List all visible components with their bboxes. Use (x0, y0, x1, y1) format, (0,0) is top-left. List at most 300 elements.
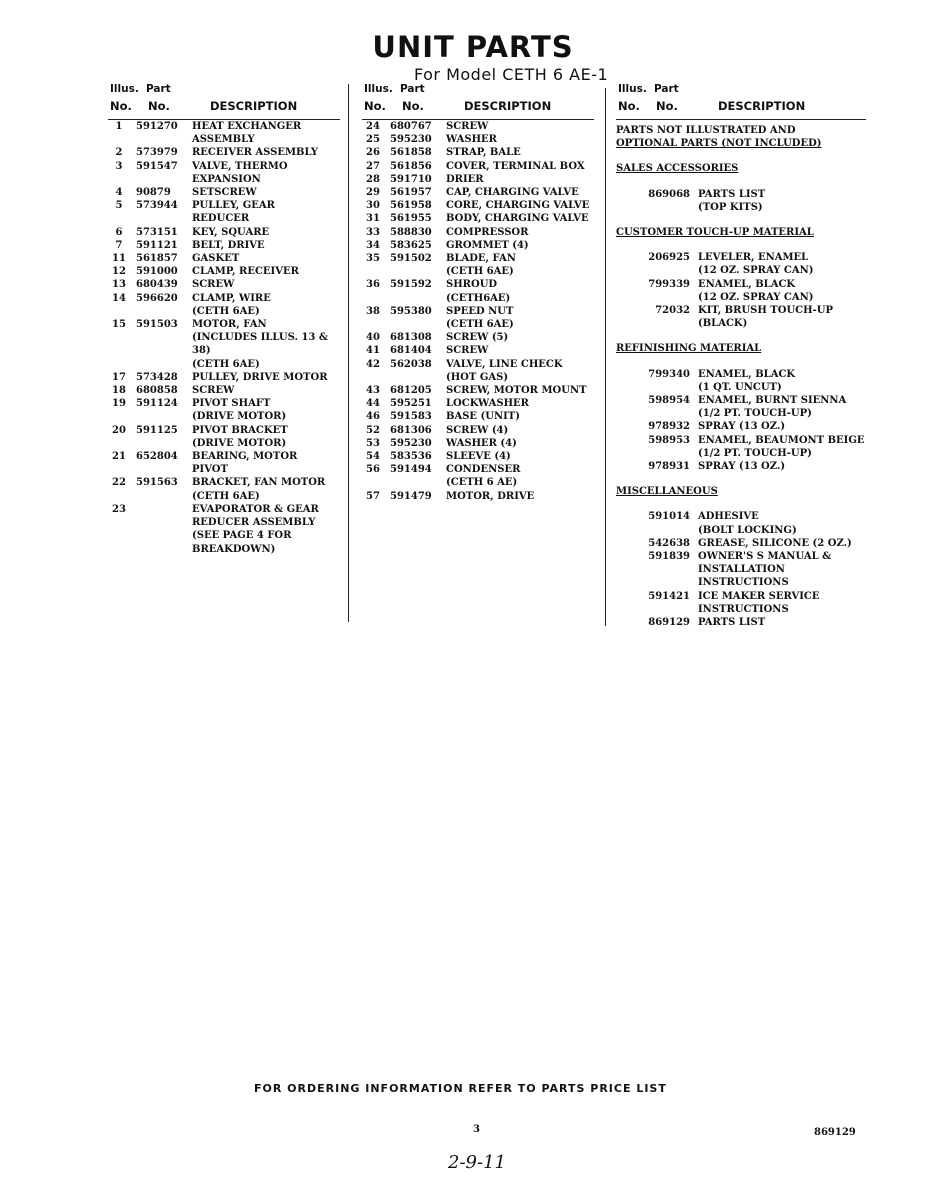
parts-row (108, 173, 340, 186)
part-no-header: No. (148, 99, 170, 113)
part-no-header: No. (402, 99, 424, 113)
illus-number: 28 (366, 173, 380, 185)
part-description: EXPANSION (192, 173, 261, 185)
parts-row (108, 463, 340, 476)
accessory-row (616, 524, 866, 537)
part-number: 588830 (390, 226, 432, 238)
accessory-row (616, 420, 866, 433)
parts-row (108, 265, 340, 278)
part-description: SCREW (446, 345, 489, 357)
illus-number: 25 (366, 134, 380, 146)
part-number (616, 264, 698, 277)
part-description: SCREW (5) (446, 332, 509, 344)
part-number: 680858 (136, 385, 178, 397)
part-number: 681306 (390, 424, 432, 436)
part-description: HEAT EXCHANGER (192, 121, 302, 132)
column-header (108, 83, 340, 119)
accessory-row (616, 264, 866, 277)
illus-number: 11 (112, 253, 126, 265)
part-number: 591502 (390, 253, 432, 265)
part-description: SPEED NUT (446, 305, 514, 317)
part-number (616, 407, 698, 420)
not-illustrated-note (616, 124, 866, 150)
part-description: DRIER (446, 173, 484, 185)
parts-row (362, 199, 594, 212)
illus-number: 22 (112, 477, 126, 489)
part-description: BRACKET, FAN MOTOR (192, 477, 326, 489)
part-number (130, 490, 192, 503)
part-description: (12 OZ. SPRAY CAN) (698, 291, 814, 303)
illus-number: 30 (366, 200, 380, 212)
part-number (130, 358, 192, 371)
part-description: ASSEMBLY (192, 134, 255, 146)
illus-number: 44 (366, 398, 380, 410)
part-number (130, 463, 192, 476)
part-description: PULLEY, DRIVE MOTOR (192, 371, 328, 383)
part-description: SLEEVE (4) (446, 451, 511, 463)
no-header: No. (364, 99, 386, 113)
accessory-row (616, 278, 866, 291)
part-description: (1/2 PT. TOUCH-UP) (698, 447, 812, 459)
illus-number (362, 292, 384, 305)
illus-number: 2 (115, 147, 123, 159)
parts-row (362, 212, 594, 225)
parts-row (108, 160, 340, 173)
part-description: (CETH 6AE) (446, 319, 514, 331)
part-number: 206925 (648, 252, 690, 264)
part-description: (DRIVE MOTOR) (192, 411, 287, 423)
page-number: 3 (473, 1124, 480, 1135)
note-line: PARTS NOT ILLUSTRATED AND (616, 125, 796, 136)
column-header (616, 83, 866, 119)
part-description: BELT, DRIVE (192, 239, 265, 251)
parts-row (108, 437, 340, 450)
illus-number: 54 (366, 451, 380, 463)
part-description: (TOP KITS) (698, 201, 763, 213)
part-number: 561857 (136, 253, 178, 265)
part-number: 583625 (390, 239, 432, 251)
illus-number: 20 (112, 424, 126, 436)
part-number: 681308 (390, 332, 432, 344)
section-title: SALES ACCESSORIES (616, 163, 739, 175)
parts-row (108, 424, 340, 437)
part-description: PIVOT BRACKET (192, 424, 288, 436)
part-description: (1/2 PT. TOUCH-UP) (698, 408, 812, 420)
accessory-row (616, 590, 866, 603)
section-title: MISCELLANEOUS (616, 486, 718, 498)
illus-number: 41 (366, 345, 380, 357)
parts-row (108, 186, 340, 199)
part-description: OWNER'S S MANUAL & (698, 551, 832, 563)
illus-number (362, 318, 384, 331)
part-description: GROMMET (4) (446, 239, 529, 251)
part-description: BASE (UNIT) (446, 411, 520, 423)
parts-row (362, 265, 594, 278)
illus-number: 21 (112, 451, 126, 463)
accessory-row (616, 563, 866, 589)
accessory-row (616, 460, 866, 473)
parts-row (362, 226, 594, 239)
part-description: ENAMEL, BLACK (698, 368, 796, 380)
part-description: (CETH6AE) (446, 292, 511, 304)
parts-row (362, 160, 594, 173)
part-description: ADHESIVE (698, 511, 759, 523)
part-number: 591479 (390, 490, 432, 502)
illus-header: Illus. (364, 83, 393, 95)
part-description: SCREW (4) (446, 424, 509, 436)
illus-number: 23 (112, 503, 126, 515)
part-number: 595251 (390, 398, 432, 410)
illus-number: 56 (366, 464, 380, 476)
part-description: MOTOR, DRIVE (446, 490, 535, 502)
parts-column-2 (362, 83, 594, 503)
part-description: (DRIVE MOTOR) (192, 437, 287, 449)
part-number: 598954 (648, 395, 690, 407)
illus-number: 5 (115, 200, 123, 212)
illus-number: 19 (112, 398, 126, 410)
part-number: 591000 (136, 266, 178, 278)
part-description: (CETH 6 AE) (446, 477, 518, 489)
part-number: 591421 (648, 590, 690, 602)
parts-row (362, 318, 594, 331)
parts-row (108, 410, 340, 423)
part-description: SPRAY (13 OZ.) (698, 421, 786, 433)
part-description: KIT, BRUSH TOUCH-UP (698, 305, 833, 317)
illus-number: 35 (366, 253, 380, 265)
part-no-header: No. (656, 99, 678, 113)
illus-number: 31 (366, 213, 380, 225)
part-number (616, 381, 698, 394)
model-subtitle: For Model CETH 6 AE-1 (414, 65, 609, 84)
illus-number (108, 173, 130, 186)
part-number: 595380 (390, 305, 432, 317)
part-number: 595230 (390, 437, 432, 449)
parts-row (362, 278, 594, 291)
parts-column-1 (108, 83, 340, 556)
part-description: PIVOT (192, 464, 228, 476)
part-description: CORE, CHARGING VALVE (446, 200, 590, 212)
description-header: DESCRIPTION (464, 99, 552, 113)
parts-row (362, 292, 594, 305)
illus-number (108, 490, 130, 503)
ordering-footer: FOR ORDERING INFORMATION REFER TO PARTS PRICE LIST (254, 1082, 667, 1095)
part-number: 596620 (136, 292, 178, 304)
part-description: INSTALLATION INSTRUCTIONS (698, 564, 789, 589)
part-number (130, 543, 192, 556)
part-number: 591270 (136, 121, 178, 132)
part-description: (BOLT LOCKING) (698, 524, 797, 536)
part-description: CLAMP, WIRE (192, 292, 271, 304)
part-description: COMPRESSOR (446, 226, 529, 238)
part-number: 978931 (648, 461, 690, 473)
part-number: 680439 (136, 279, 178, 291)
accessory-row (616, 188, 866, 201)
no-header: No. (618, 99, 640, 113)
part-number (384, 292, 446, 305)
part-description: COVER, TERMINAL BOX (446, 160, 585, 172)
part-number: 598953 (648, 434, 690, 446)
part-number: 591583 (390, 411, 432, 423)
document-number: 869129 (814, 1127, 856, 1138)
part-description: (INCLUDES ILLUS. 13 & 38) (192, 332, 328, 357)
column-divider (348, 84, 349, 622)
part-number: 591503 (136, 319, 178, 331)
part-number: 799339 (648, 278, 690, 290)
parts-row (108, 543, 340, 556)
part-header: Part (400, 83, 425, 95)
page-title: UNIT PARTS (372, 30, 574, 64)
accessory-row (616, 291, 866, 304)
parts-row (362, 331, 594, 344)
accessory-row (616, 434, 866, 447)
illus-number: 14 (112, 292, 126, 304)
accessory-row (616, 304, 866, 317)
parts-row (362, 133, 594, 146)
illus-number (108, 516, 130, 529)
parts-column-3 (616, 83, 866, 629)
part-description: ENAMEL, BEAUMONT BEIGE (698, 434, 865, 446)
part-number: 681404 (390, 345, 432, 357)
description-header: DESCRIPTION (210, 99, 298, 113)
part-description: PIVOT SHAFT (192, 398, 271, 410)
part-number: 591592 (390, 279, 432, 291)
part-description: WASHER (4) (446, 437, 517, 449)
parts-row (108, 331, 340, 357)
accessory-row (616, 394, 866, 407)
part-number: 90879 (136, 187, 171, 199)
part-description: CONDENSER (446, 464, 521, 476)
part-number (616, 524, 698, 537)
illus-number (108, 529, 130, 542)
part-description: (12 OZ. SPRAY CAN) (698, 265, 814, 277)
part-number: 591014 (648, 511, 690, 523)
part-description: STRAP, BALE (446, 147, 521, 159)
part-description: ENAMEL, BURNT SIENNA (698, 395, 847, 407)
accessory-row (616, 317, 866, 330)
note-line: OPTIONAL PARTS (NOT INCLUDED) (616, 138, 822, 150)
parts-row (362, 239, 594, 252)
part-number: 573979 (136, 147, 178, 159)
part-number (130, 212, 192, 225)
part-number (616, 201, 698, 214)
part-description: VALVE, THERMO (192, 160, 288, 172)
part-description: (1 QT. UNCUT) (698, 381, 782, 393)
part-number (130, 437, 192, 450)
part-description: (HOT GAS) (446, 371, 509, 383)
parts-row (108, 450, 340, 463)
illus-number: 57 (366, 490, 380, 502)
part-number (130, 516, 192, 529)
part-number: 561856 (390, 160, 432, 172)
parts-row (362, 371, 594, 384)
parts-row (108, 371, 340, 384)
part-number: 591124 (136, 398, 178, 410)
illus-number (108, 212, 130, 225)
part-description: ICE MAKER SERVICE (698, 590, 820, 602)
part-number (130, 305, 192, 318)
parts-rows (362, 120, 594, 503)
section-title: REFINISHING MATERIAL (616, 343, 762, 355)
part-number: 591710 (390, 173, 432, 185)
parts-row (108, 226, 340, 239)
illus-header: Illus. (110, 83, 139, 95)
part-number: 595230 (390, 134, 432, 146)
part-description: RECEIVER ASSEMBLY (192, 147, 319, 159)
part-description: WASHER (446, 134, 497, 146)
illus-number: 34 (366, 239, 380, 251)
part-description: BREAKDOWN) (192, 543, 276, 555)
illus-number: 13 (112, 279, 126, 291)
illus-number: 42 (366, 358, 380, 370)
illus-number (108, 437, 130, 450)
illus-number (108, 543, 130, 556)
accessory-row (616, 550, 866, 563)
accessory-row (616, 407, 866, 420)
parts-row (362, 358, 594, 371)
part-number (130, 410, 192, 423)
no-header: No. (110, 99, 132, 113)
illus-header: Illus. (618, 83, 647, 95)
illus-number: 3 (115, 160, 123, 172)
part-number (130, 173, 192, 186)
parts-row (108, 516, 340, 529)
part-number: 591494 (390, 464, 432, 476)
part-description: REDUCER ASSEMBLY (192, 517, 316, 529)
part-description: LOCKWASHER (446, 398, 529, 410)
parts-row (362, 173, 594, 186)
part-number: 573151 (136, 226, 178, 238)
illus-number (108, 305, 130, 318)
parts-row (362, 410, 594, 423)
part-number: 591125 (136, 424, 178, 436)
part-description: (CETH 6AE) (192, 490, 260, 502)
part-description: MOTOR, FAN (192, 319, 267, 331)
part-description: CAP, CHARGING VALVE (446, 187, 579, 199)
parts-row (362, 344, 594, 357)
parts-row (108, 278, 340, 291)
parts-row (362, 463, 594, 476)
accessory-row (616, 537, 866, 550)
part-description: SETSCREW (192, 187, 257, 199)
illus-number: 17 (112, 371, 126, 383)
parts-row (108, 318, 340, 331)
illus-number: 1 (115, 121, 123, 132)
accessory-row (616, 603, 866, 616)
illus-number: 27 (366, 160, 380, 172)
part-description: PULLEY, GEAR (192, 200, 275, 212)
parts-row (362, 186, 594, 199)
parts-row (362, 450, 594, 463)
accessory-rows (616, 124, 866, 629)
part-description: EVAPORATOR & GEAR (192, 503, 319, 515)
part-number (384, 265, 446, 278)
part-description: (CETH 6AE) (446, 266, 514, 278)
part-description: (CETH 6AE) (192, 358, 260, 370)
parts-row (108, 397, 340, 410)
part-description: BLADE, FAN (446, 253, 516, 265)
part-number: 591121 (136, 239, 178, 251)
illus-number: 43 (366, 385, 380, 397)
part-number: 680767 (390, 121, 432, 132)
parts-row (108, 239, 340, 252)
part-number: 72032 (655, 305, 690, 317)
part-number: 542638 (648, 537, 690, 549)
parts-row (108, 490, 340, 503)
part-description: CLAMP, RECEIVER (192, 266, 299, 278)
part-number (616, 447, 698, 460)
illus-number: 36 (366, 279, 380, 291)
parts-row (362, 437, 594, 450)
part-description: PARTS LIST (698, 617, 766, 629)
part-description: SCREW (192, 279, 235, 291)
illus-number (108, 133, 130, 146)
part-number (130, 503, 192, 516)
part-number: 561955 (390, 213, 432, 225)
part-description: SCREW (446, 121, 489, 132)
part-description: KEY, SQUARE (192, 226, 270, 238)
part-number: 869129 (648, 617, 690, 629)
illus-number: 6 (115, 226, 123, 238)
parts-row (108, 503, 340, 516)
part-description: PARTS LIST (698, 188, 766, 200)
part-number: 652804 (136, 451, 178, 463)
part-header: Part (146, 83, 171, 95)
column-header (362, 83, 594, 119)
part-number (616, 603, 698, 616)
part-number: 561958 (390, 200, 432, 212)
part-number (616, 317, 698, 330)
part-number (130, 331, 192, 357)
part-description: SCREW (192, 385, 235, 397)
parts-row (362, 305, 594, 318)
part-description: (SEE PAGE 4 FOR (192, 530, 292, 542)
part-description: SHROUD (446, 279, 498, 291)
parts-row (362, 252, 594, 265)
part-description: BEARING, MOTOR (192, 451, 298, 463)
parts-row (362, 146, 594, 159)
parts-row (362, 120, 594, 133)
part-description: REDUCER (192, 213, 250, 225)
parts-row (108, 133, 340, 146)
accessory-row (616, 251, 866, 264)
part-number (384, 371, 446, 384)
parts-row (362, 476, 594, 489)
section-title: CUSTOMER TOUCH-UP MATERIAL (616, 227, 814, 239)
illus-number: 40 (366, 332, 380, 344)
parts-row (362, 490, 594, 503)
part-number (384, 476, 446, 489)
illus-number (108, 410, 130, 423)
part-number: 561957 (390, 187, 432, 199)
illus-number: 15 (112, 319, 126, 331)
accessory-row (616, 447, 866, 460)
accessory-row (616, 510, 866, 523)
parts-row (108, 384, 340, 397)
parts-row (108, 146, 340, 159)
accessory-row (616, 201, 866, 214)
part-number (384, 318, 446, 331)
part-number: 681205 (390, 385, 432, 397)
illus-number: 46 (366, 411, 380, 423)
description-header: DESCRIPTION (718, 99, 806, 113)
part-number: 561858 (390, 147, 432, 159)
part-description: GREASE, SILICONE (2 OZ.) (698, 537, 852, 549)
column-divider (605, 88, 606, 626)
part-number (616, 563, 698, 589)
parts-rows (108, 120, 340, 556)
part-description: BODY, CHARGING VALVE (446, 213, 589, 225)
parts-row (362, 397, 594, 410)
